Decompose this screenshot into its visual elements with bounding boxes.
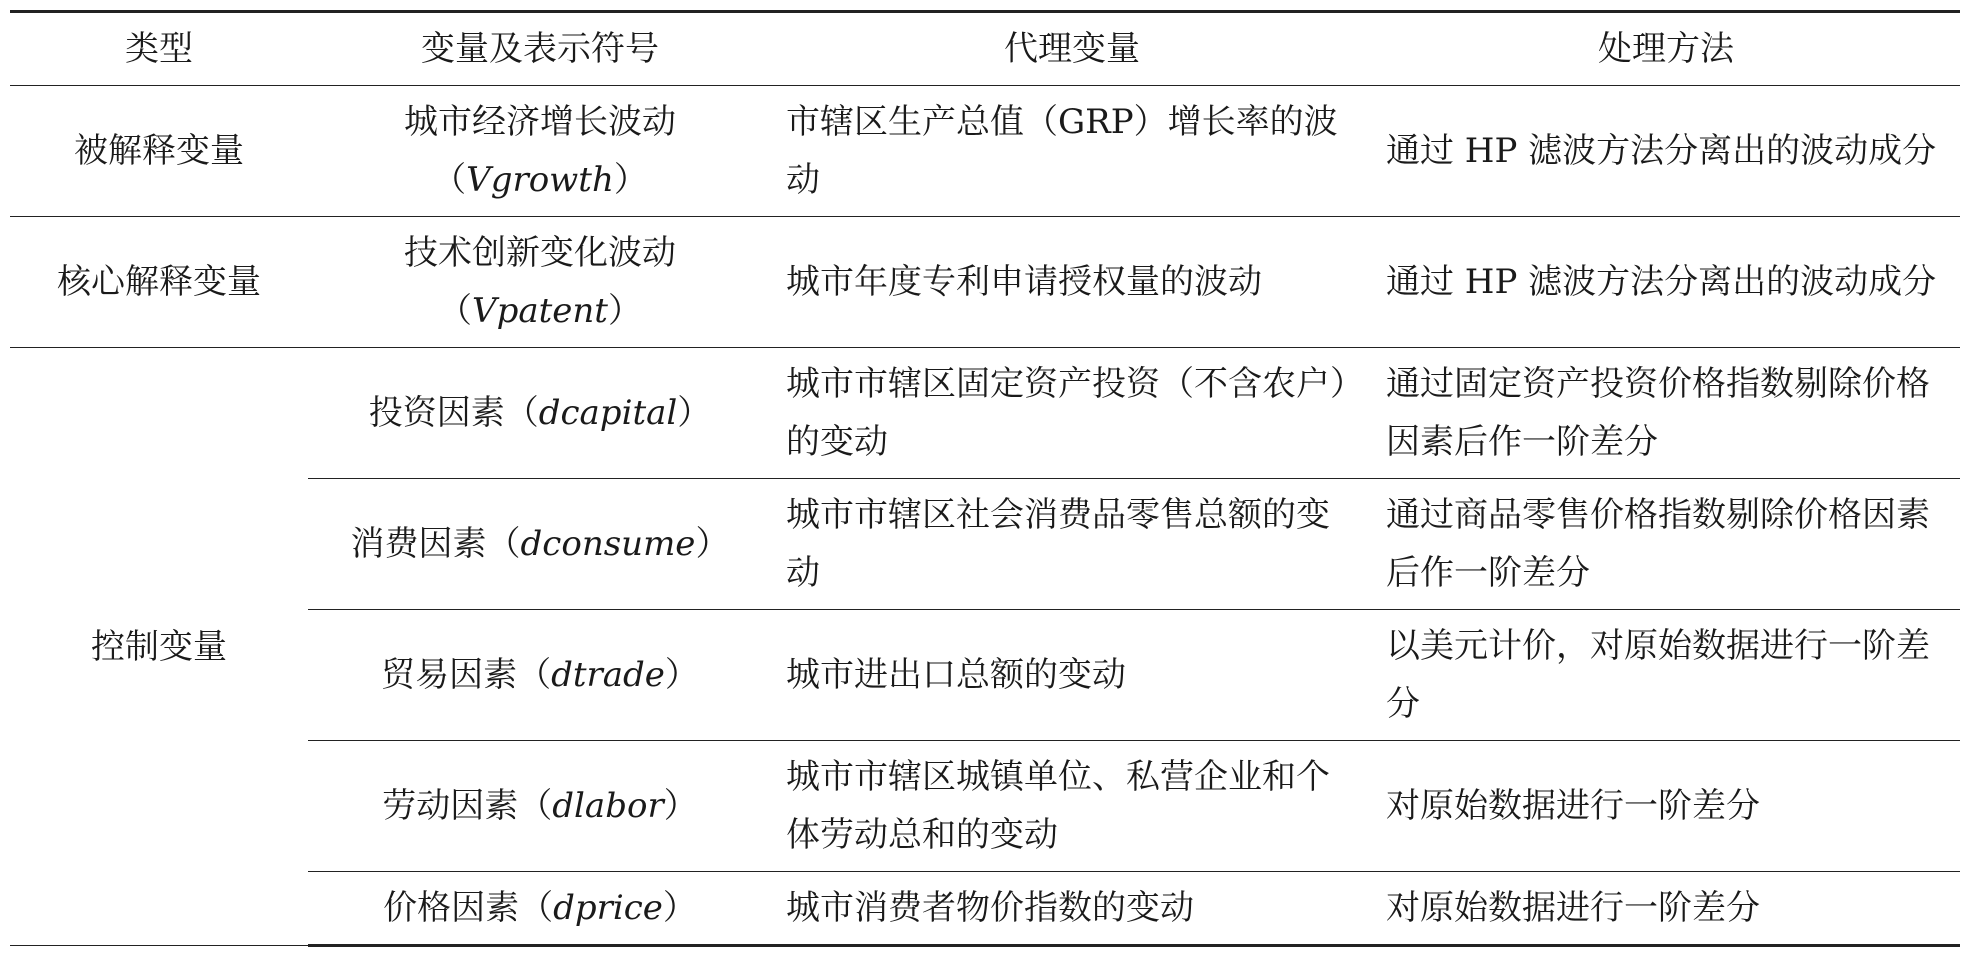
method-cell: 通过 HP 滤波方法分离出的波动成分	[1372, 86, 1960, 217]
proxy-cell: 城市消费者物价指数的变动	[772, 872, 1372, 946]
method-cell: 通过商品零售价格指数剔除价格因素后作一阶差分	[1372, 479, 1960, 610]
table-row	[10, 86, 1960, 217]
variable-symbol-line	[322, 282, 758, 340]
variable-cell	[308, 610, 772, 741]
variable-symbol: dlabor	[552, 786, 664, 826]
paren-close: ）	[677, 393, 712, 433]
paren-open: （	[504, 393, 539, 433]
variable-name: 价格因素	[383, 888, 520, 928]
paren-close: ）	[613, 160, 648, 200]
variable-symbol: dconsume	[520, 524, 696, 564]
paren-open: （	[517, 655, 552, 695]
paren-close: ）	[664, 655, 699, 695]
variable-cell	[308, 348, 772, 479]
paren-open: （	[519, 888, 554, 928]
table-row	[10, 217, 1960, 348]
variable-cell	[308, 86, 772, 217]
variable-symbol-line	[322, 151, 758, 209]
method-cell: 以美元计价，对原始数据进行一阶差分	[1372, 610, 1960, 741]
variables-table	[10, 10, 1960, 947]
method-cell: 对原始数据进行一阶差分	[1372, 741, 1960, 872]
header-type: 类型	[10, 12, 308, 86]
type-cell: 被解释变量	[10, 86, 308, 217]
variable-name: 消费因素	[350, 524, 487, 564]
paren-close: ）	[607, 291, 642, 331]
paren-open: （	[486, 524, 521, 564]
variable-symbol: dcapital	[538, 393, 678, 433]
variable-symbol: dprice	[553, 888, 663, 928]
proxy-cell: 城市进出口总额的变动	[772, 610, 1372, 741]
variable-name: 劳动因素	[382, 786, 519, 826]
variable-name: 投资因素	[368, 393, 505, 433]
paren-close: ）	[662, 888, 697, 928]
proxy-cell: 城市市辖区城镇单位、私营企业和个体劳动总和的变动	[772, 741, 1372, 872]
proxy-cell: 城市市辖区固定资产投资（不含农户）的变动	[772, 348, 1372, 479]
variable-symbol: Vgrowth	[466, 160, 614, 200]
variable-symbol: Vpatent	[472, 291, 608, 331]
variable-name: 城市经济增长波动	[404, 102, 676, 142]
paren-open: （	[432, 160, 467, 200]
proxy-cell: 市辖区生产总值（GRP）增长率的波动	[772, 86, 1372, 217]
variable-name: 技术创新变化波动	[404, 233, 676, 273]
proxy-cell: 城市年度专利申请授权量的波动	[772, 217, 1372, 348]
table-row	[10, 348, 1960, 479]
paren-close: ）	[663, 786, 698, 826]
paren-open: （	[518, 786, 553, 826]
variable-cell	[308, 872, 772, 946]
header-method: 处理方法	[1372, 12, 1960, 86]
method-cell: 通过固定资产投资价格指数剔除价格因素后作一阶差分	[1372, 348, 1960, 479]
header-proxy: 代理变量	[772, 12, 1372, 86]
proxy-cell: 城市市辖区社会消费品零售总额的变动	[772, 479, 1372, 610]
header-variable: 变量及表示符号	[308, 12, 772, 86]
method-cell: 通过 HP 滤波方法分离出的波动成分	[1372, 217, 1960, 348]
variable-symbol: dtrade	[551, 655, 665, 695]
variable-cell	[308, 741, 772, 872]
paren-close: ）	[695, 524, 730, 564]
variable-name: 贸易因素	[381, 655, 518, 695]
type-cell: 控制变量	[10, 348, 308, 946]
table-header-row	[10, 12, 1960, 86]
type-cell: 核心解释变量	[10, 217, 308, 348]
method-cell: 对原始数据进行一阶差分	[1372, 872, 1960, 946]
variable-cell	[308, 479, 772, 610]
paren-open: （	[438, 291, 473, 331]
variable-cell	[308, 217, 772, 348]
